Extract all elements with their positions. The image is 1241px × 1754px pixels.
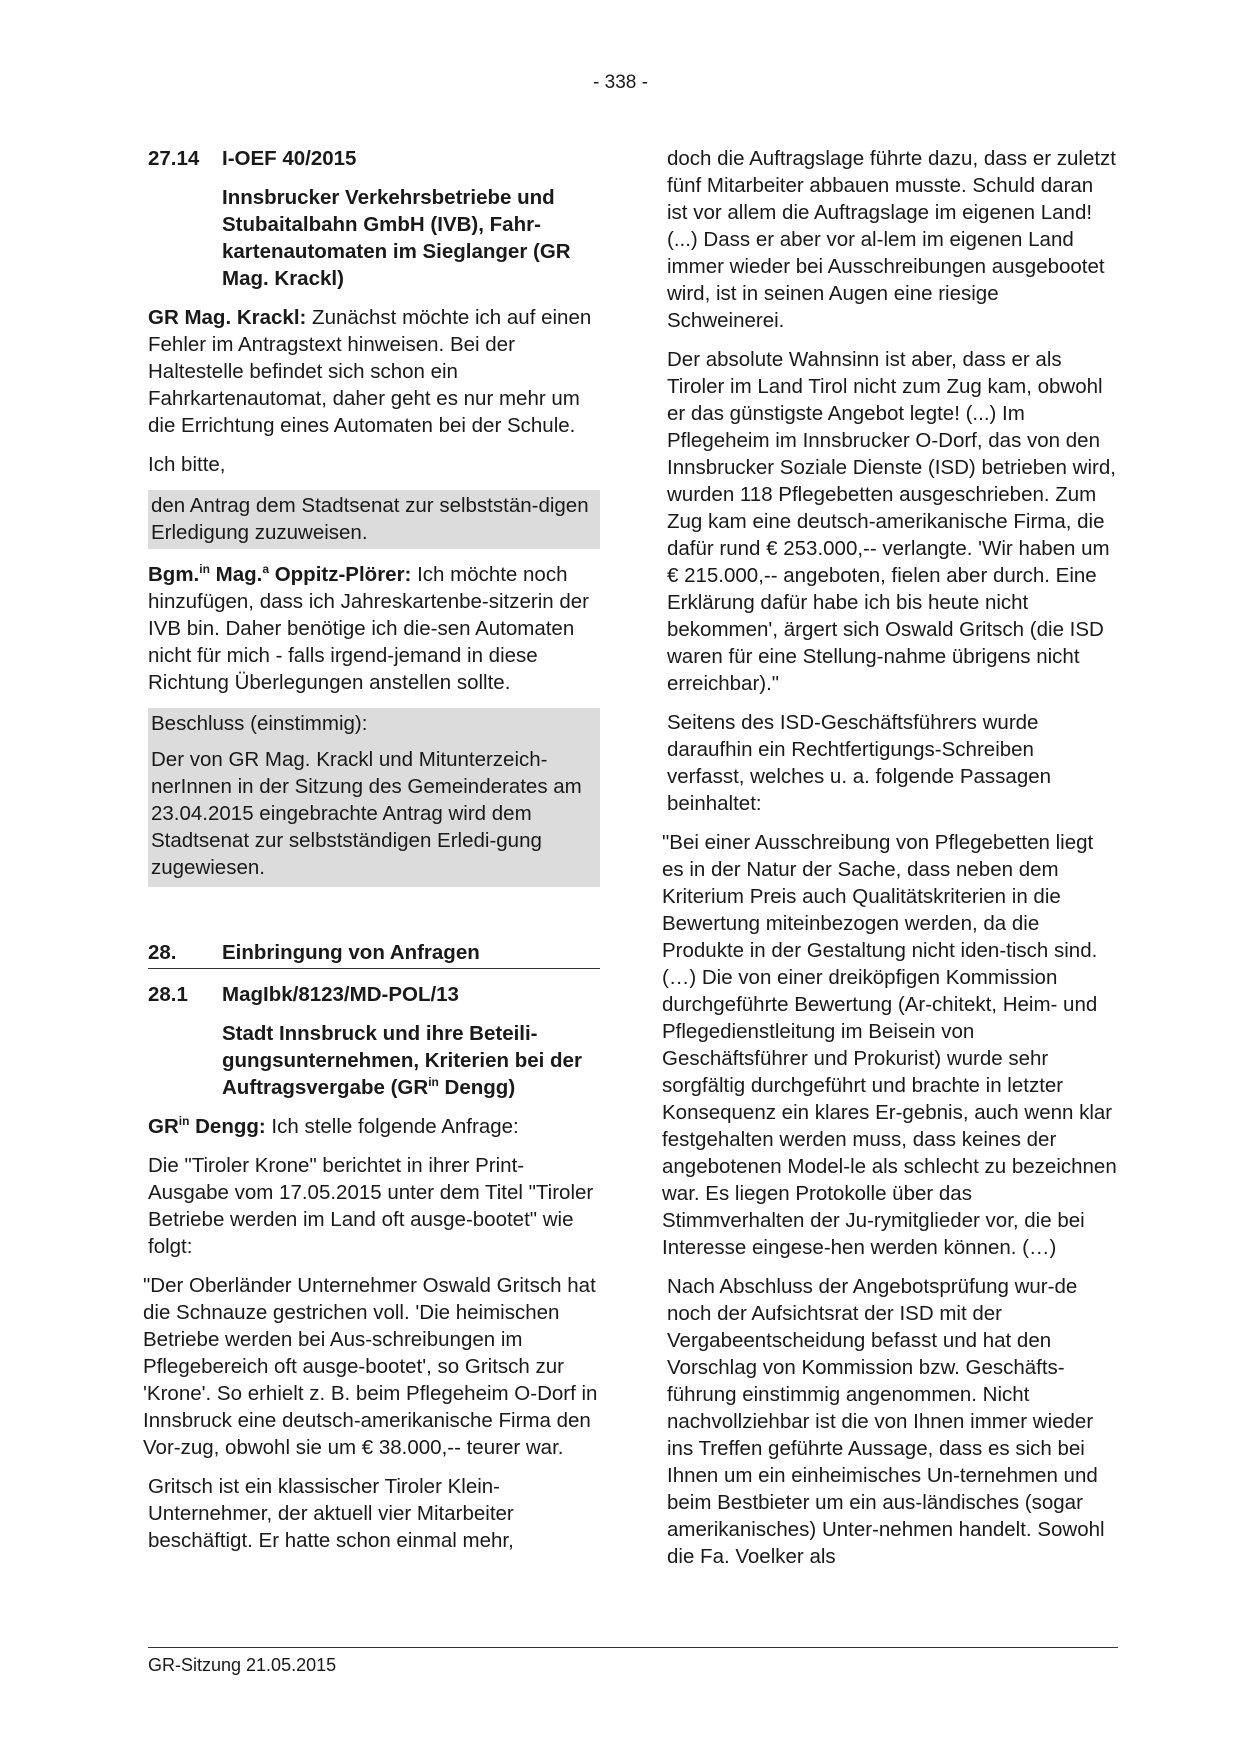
section-title: MagIbk/8123/MD-POL/13 xyxy=(222,983,459,1006)
right-column xyxy=(662,145,1117,1582)
speaker-title: Mag. xyxy=(209,563,263,586)
section-subtitle xyxy=(222,1020,600,1101)
paragraph-angebotspruefung: Nach Abschluss der Angebotsprüfung wur-de noch der Aufsichtsrat der ISD mit der Vergabeentscheidung befasst und hat den Vorschlag von Kommission bzw. Geschäfts-führung einstimmig angenommen. Nicht nachvollziehbar ist die von Ihnen immer wieder ins Treffen geführte Aussage, dass es sich bei Ihnen um ein einheimisches Un-ternehmen und beim Bestbieter um ein aus-ländisches (sogar amerikanisches) Unter-nehmen handelt. Sowohl die Fa. Voelker als xyxy=(667,1275,1105,1568)
speaker-name xyxy=(148,1115,266,1138)
subtitle-text: Dengg) xyxy=(438,1076,516,1099)
speaker-surname: Dengg: xyxy=(189,1115,266,1138)
footer-text: GR-Sitzung 21.05.2015 xyxy=(148,1655,337,1675)
superscript: in xyxy=(178,1114,190,1129)
section-title: I-OEF 40/2015 xyxy=(222,147,357,170)
paragraph-gritsch: Gritsch ist ein klassischer Tiroler Klein-Unternehmer, der aktuell vier Mitarbeiter beschäftigt. Er hatte schon einmal mehr, xyxy=(148,1475,514,1552)
superscript: in xyxy=(199,562,210,577)
section-27-14-heading xyxy=(148,145,600,172)
paragraph-dengg xyxy=(148,1113,600,1140)
paragraph-ich-bitte: Ich bitte, xyxy=(148,453,226,476)
paragraph-quote-gritsch: "Der Oberländer Unternehmer Oswald Gritsch hat die Schnauze gestrichen voll. 'Die heimischen Betriebe werden bei Aus-schreibungen im Pflegebereich oft ausge-bootet', so Gritsch zur 'Krone'. So erhielt z. B. beim Pflegeheim O-Dorf in Innsbruck eine deutsch-amerikanische Firma den Vor-zug, obwohl sie um € 38.000,-- teurer war. xyxy=(143,1274,598,1459)
paragraph-wahnsinn: Der absolute Wahnsinn ist aber, dass er als Tiroler im Land Tirol nicht zum Zug kam, obwohl er das günstigste Angebot legte! (...) Im Pflegeheim im Innsbrucker O-Dorf, das von den Innsbrucker Soziale Dienste (ISD) betrieben wird, wurden 118 Pflegebetten ausgeschrieben. Zum Zug kam eine deutsch-amerikanische Firma, die dafür rund € 253.000,-- verlangte. 'Wir haben um € 215.000,-- angeboten, fielen aber durch. Eine Erklärung dafür habe ich bis heute nicht bekommen', ärgert sich Oswald Gritsch (die ISD waren für eine Stellung-nahme übrigens nicht erreichbar)." xyxy=(667,348,1116,695)
paragraph-text: Zunächst möchte ich auf einen Fehler im Antragstext hinweisen. Bei der Haltestelle befindet sich schon ein Fahrkartenautomat, daher geht es nur mehr um die Errichtung eines Automaten bei der Schule. xyxy=(148,306,592,437)
section-28-1-heading xyxy=(148,981,600,1008)
left-column xyxy=(143,145,600,1566)
paragraph-oppitz xyxy=(148,561,600,696)
paragraph-quote-isd: "Bei einer Ausschreibung von Pflegebetten liegt es in der Natur der Sache, dass neben dem Kriterium Preis auch Qualitätskriterien in die Bewertung miteinbezogen werden, da die Produkte in der Gestaltung nicht iden-tisch sind. (…) Die von einer dreiköpfigen Kommission durchgeführte Bewertung (Ar-chitekt, Heim- und Pflegedienstleitung im Beisein von Geschäftsführer und Prokurist) wurde sehr sorgfältig durchgeführt und brachte in letzter Konsequenz ein klares Er-gebnis, auch wenn klar festgehalten werden muss, dass keines der angebotenen Model-le als schlecht zu bezeichnen war. Es liegen Protokolle über das Stimmverhalten der Ju-rymitglieder vor, die bei Interesse eingese-hen werden können. (…) xyxy=(662,831,1117,1259)
subtitle-text: Stadt Innsbruck und ihre Beteili-gungsunternehmen, Kriterien bei der Auftragsvergabe (GR xyxy=(222,1022,582,1099)
paragraph-text: Ich möchte noch hinzufügen, dass ich Jahreskartenbe-sitzerin der IVB bin. Daher benötige ich die-sen Automaten nicht für mich - falls irgend-jemand in diese Richtung Überlegungen anstellen sollte. xyxy=(148,563,589,694)
paragraph-auftragslage: doch die Auftragslage führte dazu, dass er zuletzt fünf Mitarbeiter abbauen musste. Schuld daran ist vor allem die Auftragslage im eigenen Land! (...) Dass er aber vor al-lem im eigenen Land immer wieder bei Ausschreibungen ausgebootet wird, ist in seinen Augen eine riesige Schweinerei. xyxy=(667,147,1116,332)
section-title: Einbringung von Anfragen xyxy=(222,941,480,964)
section-28-heading xyxy=(148,939,600,969)
paragraph-krackl xyxy=(148,304,600,439)
beschluss-text: Der von GR Mag. Krackl und Mitunterzeich-nerInnen in der Sitzung des Gemeinderates am 23.04.2015 eingebrachte Antrag wird dem Stadtsenat zur selbstständigen Erledi-gung zugewiesen. xyxy=(148,740,600,887)
beschluss-label: Beschluss (einstimmig): xyxy=(148,708,600,740)
paragraph-krone-intro: Die "Tiroler Krone" berichtet in ihrer Print-Ausgabe vom 17.05.2015 unter dem Titel "Tiroler Betriebe werden im Land oft ausge-bootet" wie folgt: xyxy=(148,1154,594,1258)
page-number: - 338 - xyxy=(593,72,648,93)
section-number: 27.14 xyxy=(148,147,200,170)
antrag-highlight: den Antrag dem Stadtsenat zur selbststän-digen Erledigung zuzuweisen. xyxy=(148,490,600,549)
speaker-title: Bgm. xyxy=(148,563,200,586)
paragraph-isd-schreiben: Seitens des ISD-Geschäftsführers wurde daraufhin ein Rechtfertigungs-Schreiben verfasst, welches u. a. folgende Passagen beinhaltet: xyxy=(667,711,1052,815)
section-number: 28.1 xyxy=(148,983,188,1006)
paragraph-text: Ich stelle folgende Anfrage: xyxy=(265,1115,519,1138)
section-subtitle: Innsbrucker Verkehrsbetriebe und Stubaitalbahn GmbH (IVB), Fahr-kartenautomaten im Sieglanger (GR Mag. Krackl) xyxy=(222,186,571,290)
spacer xyxy=(148,899,600,939)
footer-divider xyxy=(148,1647,1118,1648)
section-number: 28. xyxy=(148,941,177,964)
speaker-surname: Oppitz-Plörer: xyxy=(269,563,412,586)
superscript: in xyxy=(428,1075,439,1090)
speaker-name: GR Mag. Krackl: xyxy=(148,306,307,329)
speaker-title: GR xyxy=(148,1115,179,1138)
speaker-name xyxy=(148,563,411,586)
superscript: a xyxy=(262,562,270,577)
